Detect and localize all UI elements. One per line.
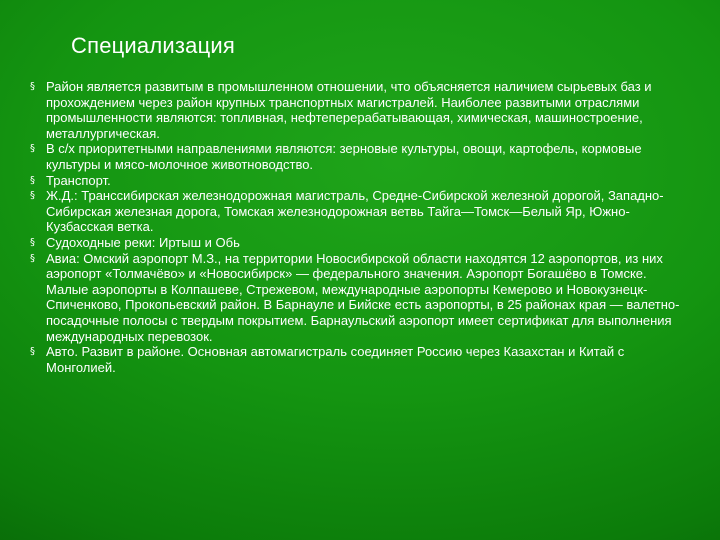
bullet-list [30,79,690,375]
bullet-text: Судоходные реки: Иртыш и Обь [46,234,240,250]
bullet-marker-icon: § [30,346,35,358]
bullet-item-industry [30,79,690,141]
bullet-text: В с/х приоритетными направлениями являются: зерновые культуры, овощи, картофель, кормовые культуры и мясо-молочное животноводство. [46,141,642,172]
bullet-item-aviation [30,251,690,345]
bullet-marker-icon: § [30,81,35,92]
bullet-marker-icon: § [30,174,35,186]
bullet-item-auto [30,344,690,375]
slide-title: Специализация [71,33,236,58]
bullet-item-agriculture [30,141,690,172]
bullet-marker-icon: § [30,236,35,248]
bullet-marker-icon: § [30,143,35,155]
bullet-text: Ж.Д.: Транссибирская железнодорожная магистраль, Средне-Сибирской железной дорогой, Западно-Сибирская железная дорога, Томская железнодорожная ветвь Тайга—Томск—Белый Яр, Южно-Кузбасская ветка. [46,188,664,235]
bullet-marker-icon: § [30,190,35,202]
bullet-item-transport [30,173,690,189]
bullet-text: Район является развитым в промышленном отношении, что объясняется наличием сырьевых баз и прохождением через район крупных транспортных магистралей. Наиболее развитыми отраслями промышленности являются: топливная, нефтеперерабатывающая, химическая, машиностроение, металлургическая. [46,79,652,141]
bullet-marker-icon: § [30,252,35,264]
bullet-item-rivers [30,235,690,251]
bullet-text: Авиа: Омский аэропорт М.З., на территории Новосибирской области находятся 12 аэропортов, из них аэропорт «Толмачёво» и «Новосибирск» — федерального значения. Аэропорт Богашёво в Томске. Малые аэропорты в Колпашеве, Стрежевом, международные аэропорты Кемерово и Новокузнецк-Спиченково, Прокопьевский район. В Барнауле и Бийске есть аэропорты, в 25 районах края — валетно-посадочные полосы с твердым покрытием. Барнаульский аэропорт имеет сертификат для выполнения международных перевозок. [46,250,680,344]
bullet-text: Транспорт. [46,172,111,188]
bullet-text: Авто. Развит в районе. Основная автомагистраль соединяет Россию через Казахстан и Китай с Монголией. [46,344,625,375]
bullet-item-railway [30,188,690,235]
